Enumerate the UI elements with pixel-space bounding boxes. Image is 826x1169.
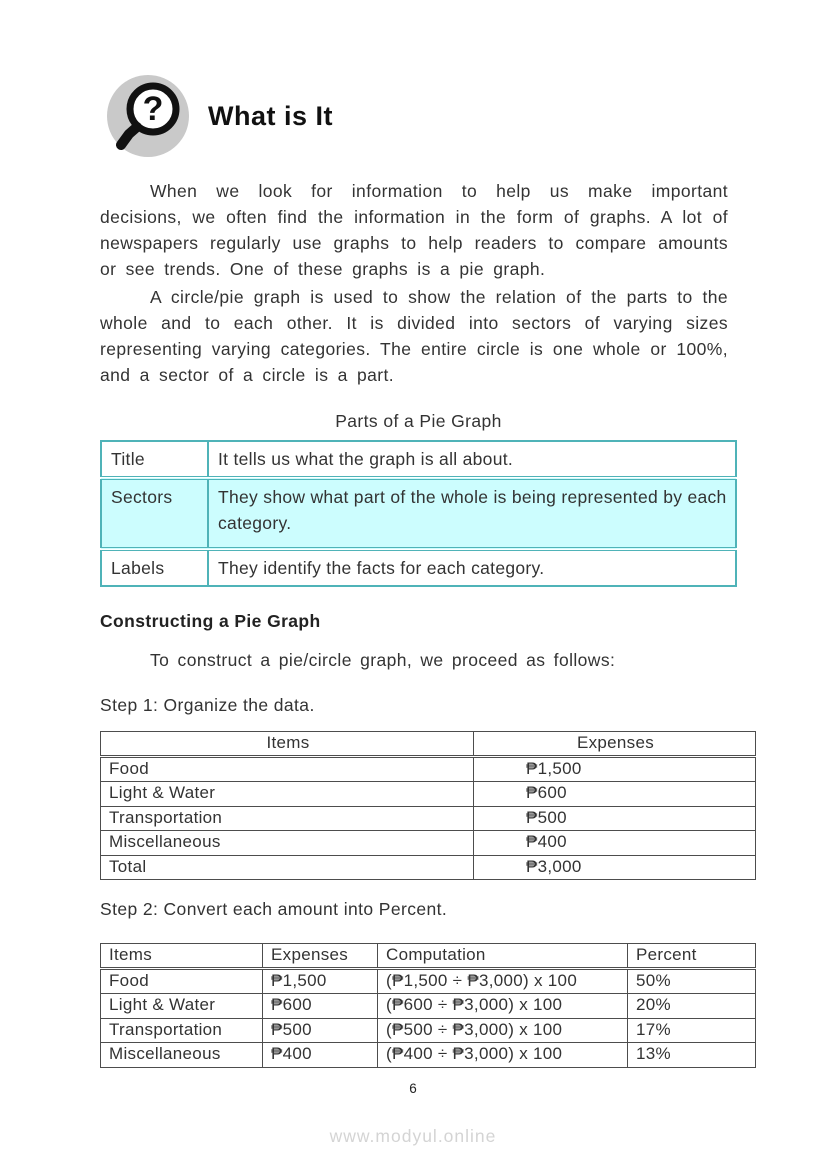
table-row <box>101 806 756 831</box>
item-cell: Food <box>101 757 474 782</box>
table-row <box>101 757 756 782</box>
part-name-cell: Title <box>101 441 208 478</box>
item-cell: Light & Water <box>101 782 474 807</box>
expense-cell: ₱500 <box>263 1018 378 1043</box>
expense-cell: ₱400 <box>263 1043 378 1068</box>
item-cell: Transportation <box>101 1018 263 1043</box>
table-row <box>101 969 756 994</box>
intro-paragraph-1 <box>100 178 728 282</box>
table-row <box>101 1043 756 1068</box>
intro-text: To construct a pie/circle graph, we proceed as follows: <box>150 650 616 670</box>
percent-cell: 13% <box>628 1043 756 1068</box>
part-description-cell: It tells us what the graph is all about. <box>208 441 736 478</box>
page-header <box>106 72 333 160</box>
part-description-cell: They identify the facts for each category. <box>208 549 736 586</box>
column-header: Percent <box>628 944 756 969</box>
percent-cell: 50% <box>628 969 756 994</box>
magnifier-question-icon <box>106 72 190 160</box>
expense-cell: ₱1,500 <box>474 757 756 782</box>
part-name-cell: Labels <box>101 549 208 586</box>
expense-cell: ₱400 <box>474 831 756 856</box>
computation-cell: (₱400 ÷ ₱3,000) x 100 <box>378 1043 628 1068</box>
paragraph-text: A circle/pie graph is used to show the relation of the parts to the whole and to each other. It is divided into sectors of varying sizes representing varying categories. The entire circle is one whole or 100%, and a sector of a circle is a part. <box>100 287 728 385</box>
step1-label: Step 1: Organize the data. <box>100 695 315 715</box>
percent-cell: 20% <box>628 994 756 1019</box>
item-cell: Miscellaneous <box>101 831 474 856</box>
table-row-highlighted <box>101 478 736 549</box>
step1-expenses-table <box>100 731 756 880</box>
parts-table-title: Parts of a Pie Graph <box>335 411 502 431</box>
computation-cell: (₱1,500 ÷ ₱3,000) x 100 <box>378 969 628 994</box>
column-header: Expenses <box>474 732 756 757</box>
section-heading: Constructing a Pie Graph <box>100 611 321 631</box>
column-header: Items <box>101 944 263 969</box>
expense-cell: ₱600 <box>263 994 378 1019</box>
expense-cell: ₱1,500 <box>263 969 378 994</box>
expense-cell: ₱600 <box>474 782 756 807</box>
section-intro <box>100 650 728 671</box>
percent-cell: 17% <box>628 1018 756 1043</box>
page-title: What is It <box>208 100 333 131</box>
step2-percent-table <box>100 943 756 1068</box>
item-cell: Total <box>101 855 474 880</box>
page-number: 6 <box>409 1081 417 1096</box>
column-header: Expenses <box>263 944 378 969</box>
table-row <box>101 855 756 880</box>
table-row <box>101 831 756 856</box>
part-name-cell: Sectors <box>101 478 208 549</box>
column-header: Items <box>101 732 474 757</box>
expense-cell: ₱500 <box>474 806 756 831</box>
table-row <box>101 782 756 807</box>
table-row <box>101 441 736 478</box>
item-cell: Transportation <box>101 806 474 831</box>
part-description-cell: They show what part of the whole is being represented by each category. <box>208 478 736 549</box>
table-header-row <box>101 732 756 757</box>
parts-of-pie-graph-table <box>100 440 737 587</box>
table-row <box>101 1018 756 1043</box>
item-cell: Food <box>101 969 263 994</box>
table-row <box>101 994 756 1019</box>
item-cell: Light & Water <box>101 994 263 1019</box>
watermark-text: www.modyul.online <box>329 1126 497 1146</box>
svg-text:?: ? <box>142 90 164 128</box>
table-header-row <box>101 944 756 969</box>
computation-cell: (₱500 ÷ ₱3,000) x 100 <box>378 1018 628 1043</box>
paragraph-text: When we look for information to help us make important decisions, we often find the information in the form of graphs. A lot of newspapers regularly use graphs to help readers to compare amounts or see trends. One of these graphs is a pie graph. <box>100 181 728 279</box>
item-cell: Miscellaneous <box>101 1043 263 1068</box>
column-header: Computation <box>378 944 628 969</box>
computation-cell: (₱600 ÷ ₱3,000) x 100 <box>378 994 628 1019</box>
step2-label: Step 2: Convert each amount into Percent. <box>100 899 448 919</box>
table-row <box>101 549 736 586</box>
expense-cell: ₱3,000 <box>474 855 756 880</box>
intro-paragraph-2 <box>100 284 728 388</box>
